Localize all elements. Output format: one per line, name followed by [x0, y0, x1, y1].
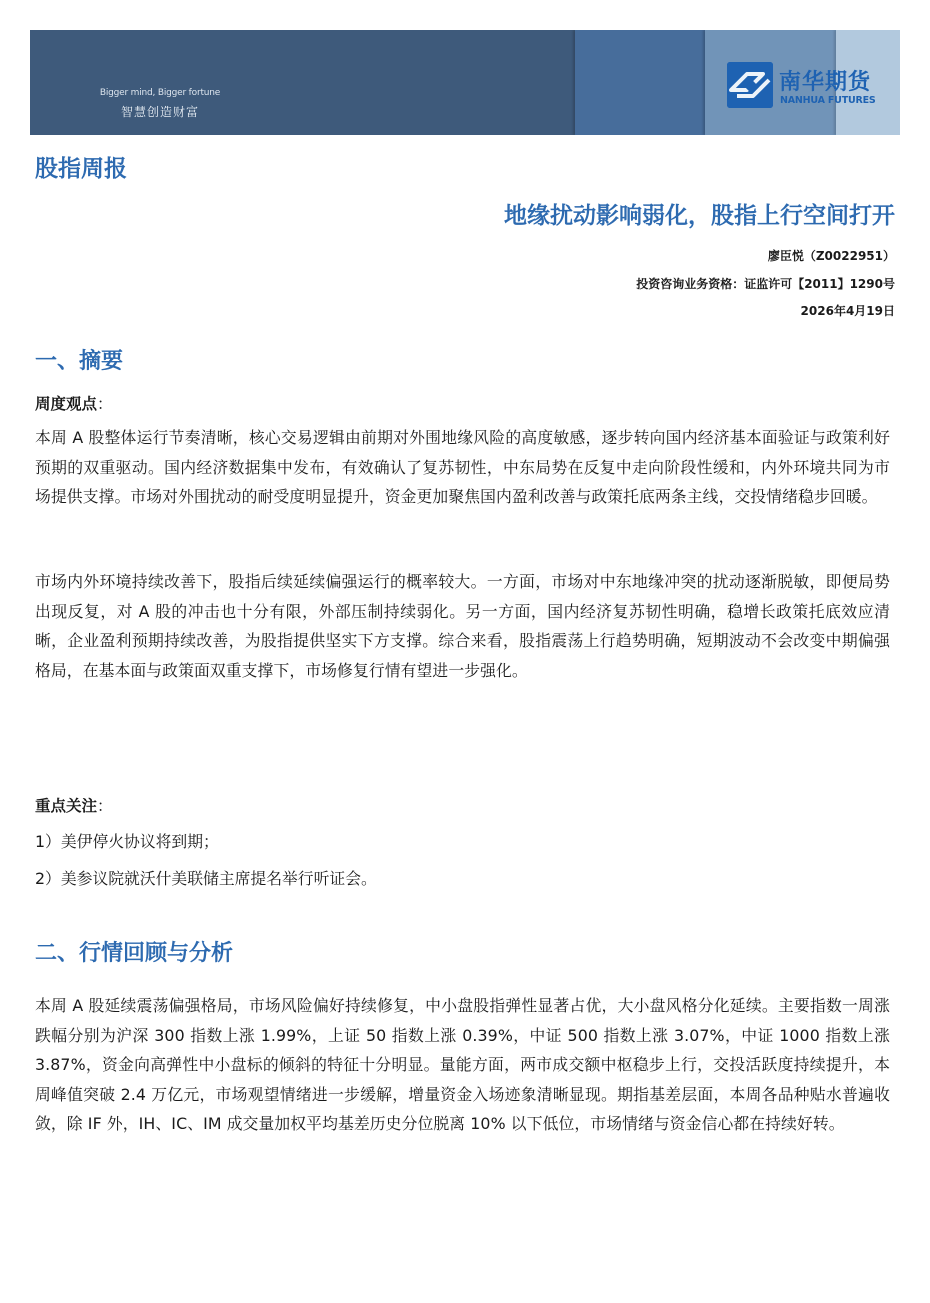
nanhua-logo-icon: [727, 62, 773, 108]
weekly-view-label-text: 周度观点: [35, 395, 98, 413]
market-review-paragraph: 本周 A 股延续震荡偏强格局，市场风险偏好持续修复，中小盘股指弹性显著占优，大小盘风格分化延续。主要指数一周涨跌幅分别为沪深 300 指数上涨 1.99%，上证 50 指数上涨 0.39%，中证 500 指数上涨 3.07%，中证 1000 指数上涨 3.87%，资金向高弹性中小盘标的倾斜的特征十分明显。量能方面，两市成交额中枢稳步上行，交投活跃度持续提升，本周峰值突破 2.4 万亿元，市场观望情绪进一步缓解，增量资金入场迹象清晰显现。期指基差层面，本周各品种贴水普遍收敛，除 IF 外，IH、IC、IM 成交量加权平均基差历史分位脱离 10% 以下低位，市场情绪与资金信心都在持续好转。: [35, 996, 890, 1133]
header-banner: [30, 30, 900, 135]
logo-text-chinese: 南华期货: [779, 70, 872, 95]
section-heading-summary: 一、摘要: [35, 349, 124, 374]
slogan-english: Bigger mind, Bigger fortune: [99, 88, 221, 98]
weekly-view-label: [35, 392, 113, 414]
weekly-view-paragraph-1: 本周 A 股整体运行节奏清晰，核心交易逻辑由前期对外围地缘风险的高度敏感，逐步转向国内经济基本面验证与政策利好预期的双重驱动。国内经济数据集中发布，有效确认了复苏韧性，中东局势在反复中走向阶段性缓和，内外环境共同为市场提供支撑。市场对外围扰动的耐受度明显提升，资金更加聚焦国内盈利改善与政策托底两条主线，交投情绪稳步回暖。: [35, 428, 890, 506]
weekly-view-paragraph-2: 市场内外环境持续改善下，股指后续延续偏强运行的概率较大。一方面，市场对中东地缘冲突的扰动逐渐脱敏，即便局势出现反复，对 A 股的冲击也十分有限，外部压制持续弱化。另一方面，国内经济复苏韧性明确，稳增长政策托底效应清晰，企业盈利预期持续改善，为股指提供坚实下方支撑。综合来看，股指震荡上行趋势明确，短期波动不会改变中期偏强格局，在基本面与政策面双重支撑下，市场修复行情有望进一步强化。: [35, 572, 890, 680]
key-focus-label-text: 重点关注: [35, 797, 98, 815]
logo-text-english: NANHUA FUTURES: [780, 95, 876, 106]
license-info: 投资咨询业务资格：证监许可【2011】1290号: [636, 277, 895, 291]
key-focus-label: [35, 794, 113, 816]
key-focus-item: 1）美伊停火协议将到期；: [35, 832, 219, 851]
slogan-chinese: 智慧创造财富: [120, 105, 199, 119]
label-colon: ：: [97, 395, 113, 413]
section-heading-market-review: 二、行情回顾与分析: [35, 941, 234, 966]
banner-band: [575, 30, 705, 135]
report-title: 地缘扰动影响弱化，股指上行空间打开: [504, 203, 895, 229]
author: 廖臣悦（Z0022951）: [767, 249, 895, 263]
report-date: 2026年4月19日: [800, 304, 895, 318]
label-colon: ：: [97, 797, 113, 815]
report-type: 股指周报: [35, 156, 127, 182]
key-focus-item: 2）美参议院就沃什美联储主席提名举行听证会。: [35, 869, 377, 888]
